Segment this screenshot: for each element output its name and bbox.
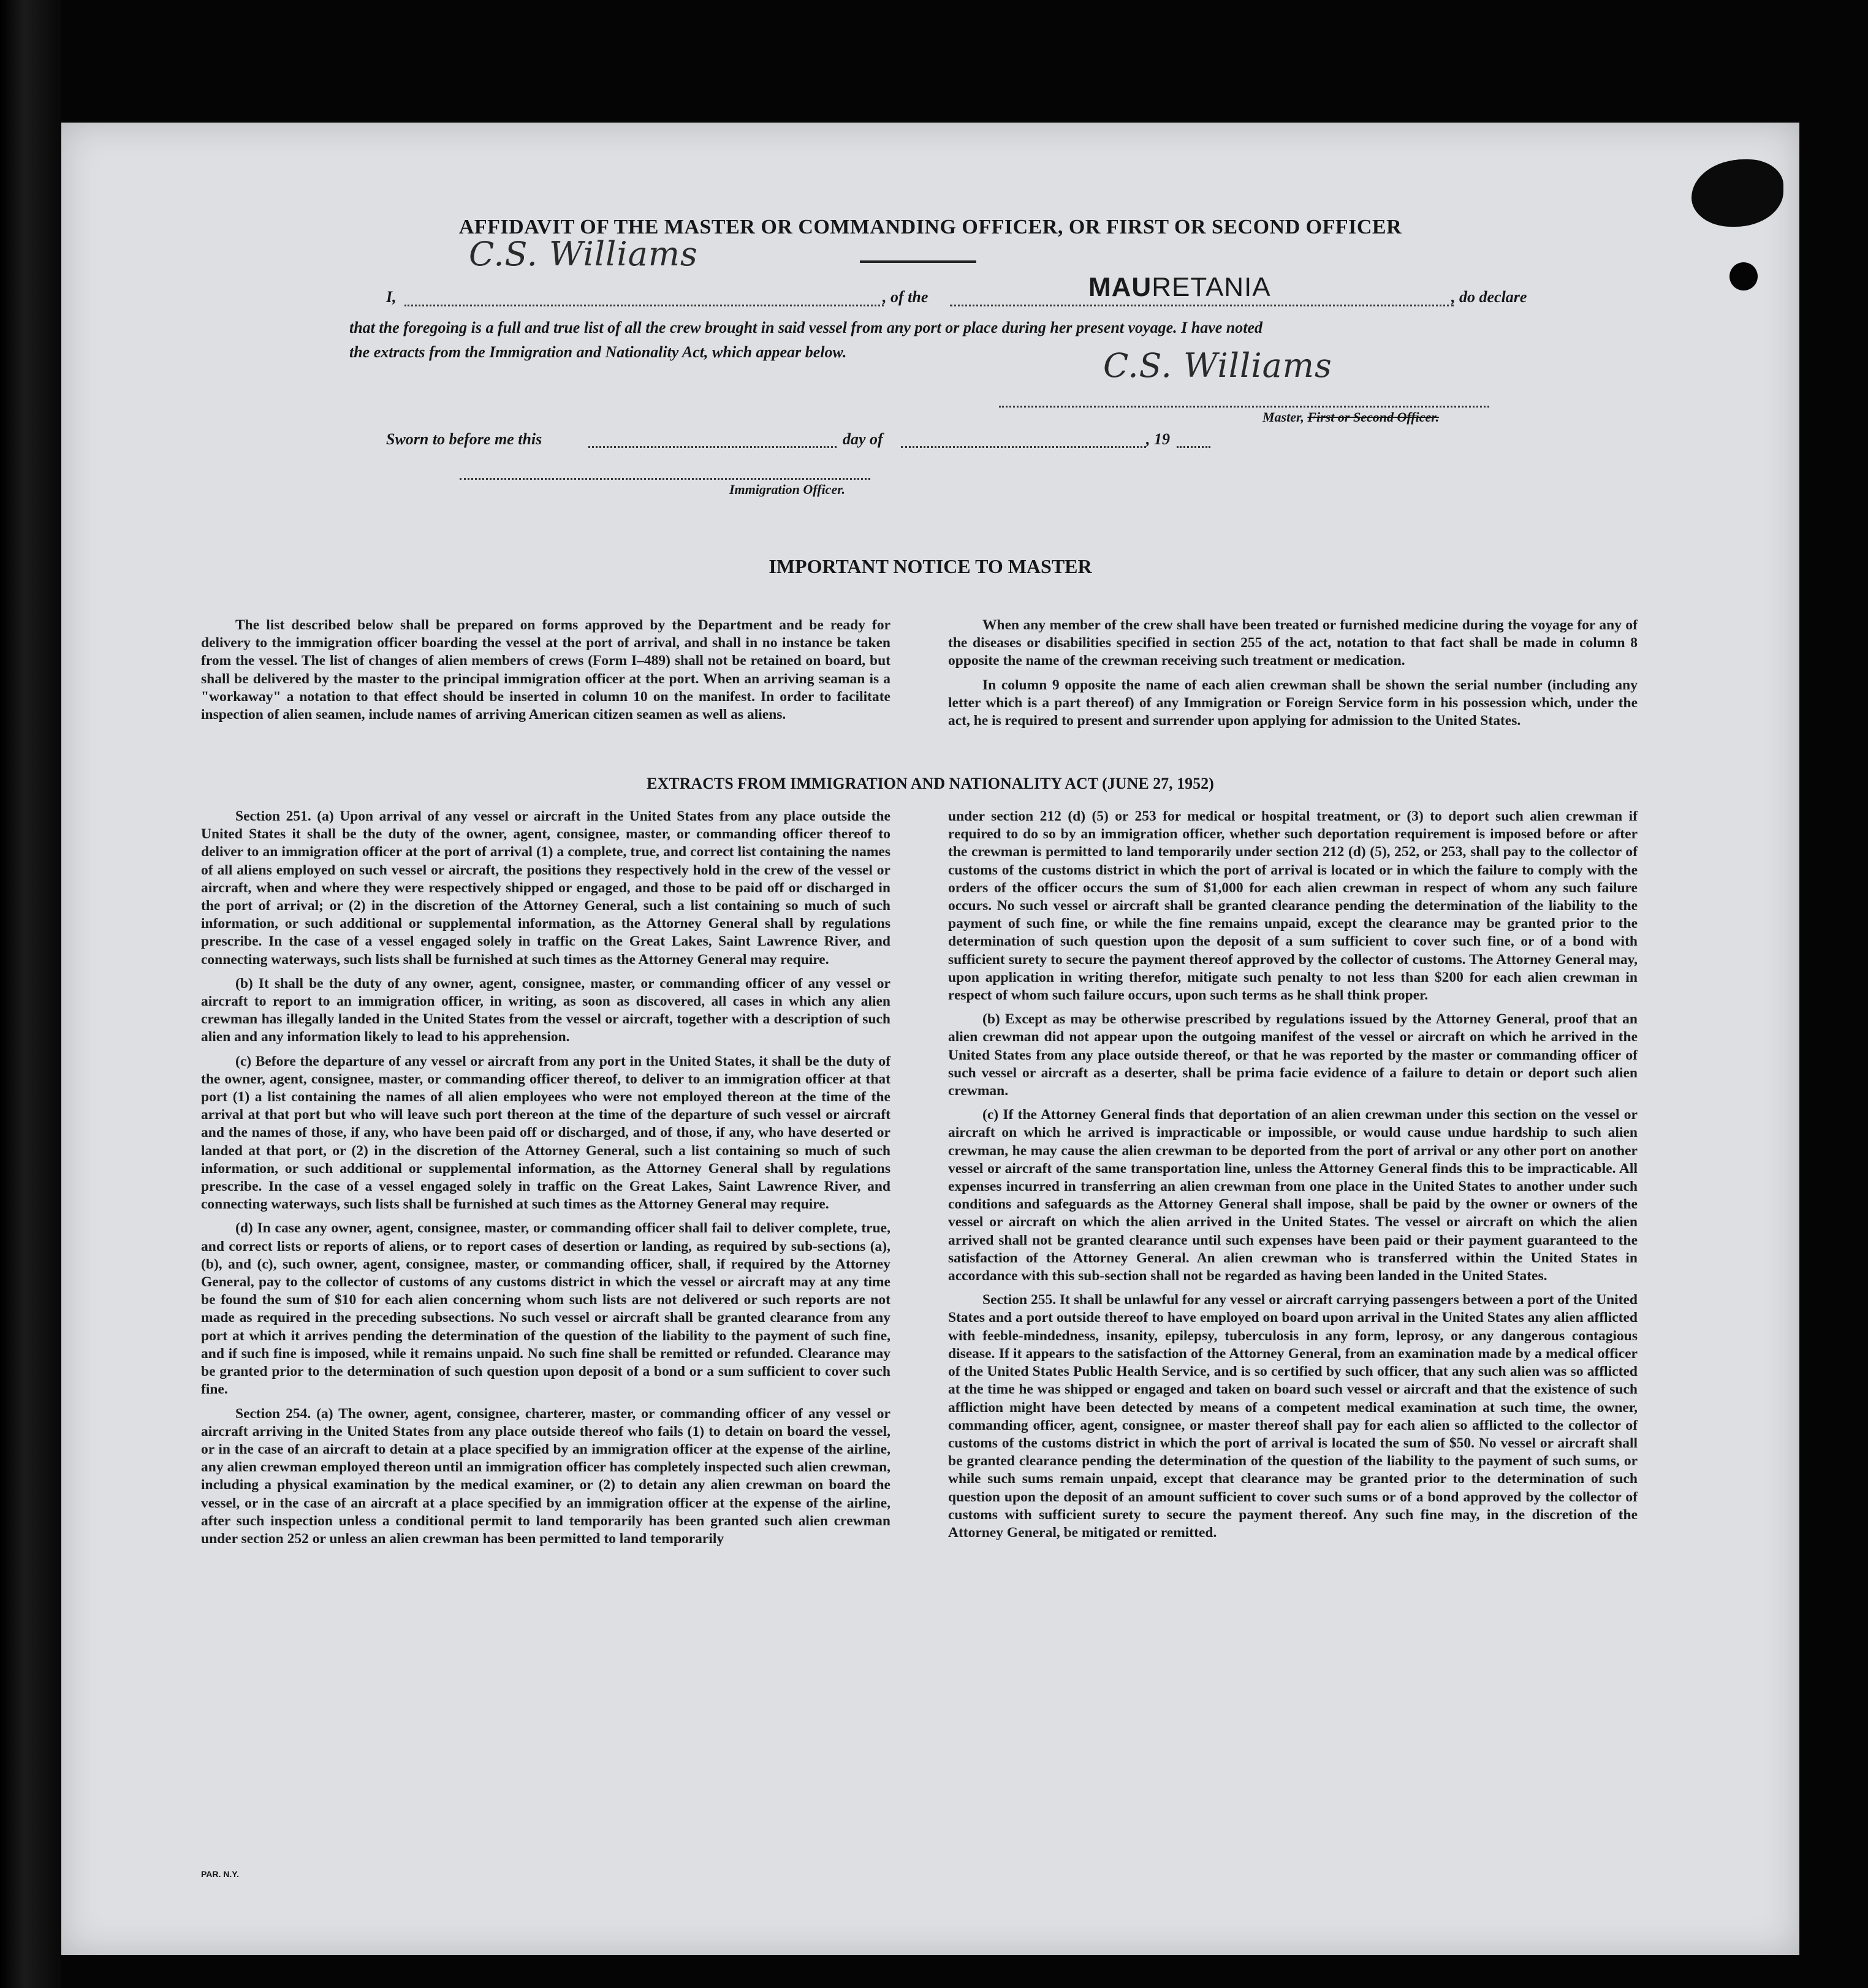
signature-caption	[1262, 409, 1439, 425]
printer-mark: PAR. N.Y.	[201, 1869, 239, 1879]
notice-right-paragraph-2: In column 9 opposite the name of each alien crewman shall be shown the serial number (including any letter which is a part thereof) of any Immigration or Foreign Service form in his possession which, under the act, he is required to present and surrender upon applying for admission to the United States.	[948, 677, 1638, 729]
section-254-a-continued: under section 212 (d) (5) or 253 for medical or hospital treatment, or (3) to deport such alien crewman if required to do so by an immigration officer, whether such deportation requirement is imposed before or after the crewman is permitted to land temporarily under section 212 (d) (5), 252, or 253, shall pay to the collector of customs of the customs district in which the port of arrival is located or in which the failure to comply with the orders of the officer occurs the sum of $1,000 for each alien crewman in respect of whom any such failure occurs. No such vessel or aircraft shall be granted clearance pending the determination of the liability to the payment of such fine, or while the fine remains unpaid, except the clearance may be granted prior to the determination of such question upon the deposit of a sum sufficient to cover such fine, or of a bond with sufficient surety to secure the payment thereof approved by the collector of customs. The Attorney General may, upon application in writing therefor, mitigate such penalty to not less than $200 for each alien crewman in respect of whom such failure occurs, upon such terms as he shall think proper.	[948, 808, 1638, 1004]
extracts-right-column	[948, 808, 1638, 1548]
caption-master: Master,	[1262, 409, 1304, 425]
caption-struck: First or Second Officer.	[1307, 409, 1440, 425]
punch-hole	[1729, 262, 1758, 290]
section-255: Section 255. It shall be unlawful for any vessel or aircraft carrying passengers between a port of the United States and a port outside thereof to have employed on board upon arrival in the United States any alien afflicted with feeble-mindedness, insanity, epilepsy, tuberculosis in any form, leprosy, or any dangerous contagious disease. If it appears to the satisfaction of the Attorney General, from an examination made by a medical officer of the United States Public Health Service, and is so certified by such officer, that any such alien was so afflicted at the time he was shipped or engaged and taken on board such vessel or aircraft and that the existence of such affliction might have been detected by means of a competent medical examination at such time, the owner, commanding officer, agent, consignee, or master thereof shall pay for each alien so afflicted to the collector of customs of the customs district in which the port of arrival is located the sum of $50. No vessel or aircraft shall be granted clearance pending the determination of the question of the liability to the payment of such sums, or while such sums remain unpaid, except that clearance may be granted prior to the determination of such question upon the deposit of an amount sufficient to cover such sums or of a bond approved by the collector of customs with sufficient surety to secure the payment thereof. Any such fine may, in the discretion of the Attorney General, be mitigated or remitted.	[948, 1292, 1638, 1541]
section-251-b: (b) It shall be the duty of any owner, agent, consignee, master, or commanding officer of any vessel or aircraft to report to an immigration officer, in writing, as soon as discovered, all cases in which any alien crewman has illegally landed in the United States from the vessel or aircraft, together with a description of such alien and any information likely to lead to his apprehension.	[201, 975, 890, 1045]
title-rule	[860, 260, 976, 263]
section-254-a: Section 254. (a) The owner, agent, consignee, charterer, master, or commanding officer of any vessel or aircraft arriving in the United States from any place outside thereof who fails (1) to detain on board the vessel, or in the case of an aircraft to detain at a place specified by an immigration officer at the expense of the airline, any alien crewman employed thereon until an immigration officer has completely inspected such alien crewman, including a physical examination by the medical examiner, or (2) to detain any alien crewman on board the vessel, or in the case of an aircraft at a place specified by an immigration officer at the expense of the airline, after such inspection unless a conditional permit to land temporarily has been granted such alien crewman under section 252 or unless an alien crewman has been permitted to land temporarily	[201, 1405, 890, 1547]
section-251-a: Section 251. (a) Upon arrival of any vessel or aircraft in the United States from any place outside the United States it shall be the duty of the owner, agent, consignee, master, or commanding officer thereof to deliver to an immigration officer at the port of arrival (1) a complete, true, and correct list containing the names of all aliens employed on such vessel or aircraft, the positions they respectively hold in the crew of the vessel or aircraft, when and where they were respectively shipped or engaged, and those to be paid off or discharged in the port of arrival; or (2) in the discretion of the Attorney General, such a list containing so much of such information, or such additional or supplemental information, as the Attorney General shall by regulations prescribe. In the case of a vessel engaged solely in traffic on the Great Lakes, Saint Lawrence River, and connecting waterways, such lists shall be furnished at such times as the Attorney General may require.	[201, 808, 890, 968]
notice-left-column	[201, 617, 890, 730]
affidavit-title: AFFIDAVIT OF THE MASTER OR COMMANDING OFFICER, OR FIRST OR SECOND OFFICER	[458, 216, 1402, 238]
officer-line	[460, 478, 870, 480]
document-page	[61, 123, 1799, 1955]
do-declare-label: , do declare	[1451, 288, 1527, 306]
sworn-month-line	[901, 446, 1146, 448]
sworn-day-line	[588, 446, 837, 448]
signature-line	[999, 406, 1489, 408]
notice-right-column	[948, 617, 1638, 736]
scan-border	[0, 0, 61, 1988]
master-signature: C.S. Williams	[1103, 346, 1332, 385]
vessel-line	[950, 305, 1454, 306]
notice-left-paragraph: The list described below shall be prepared on forms approved by the Department and be ready for delivery to the immigration officer boarding the vessel at the port of arrival, and shall in no instance be taken from the vessel. The list of changes of alien members of crews (Form I–489) shall not be retained on board, but shall be delivered by the master to the principal immigration officer at the port. When an arriving seaman is a "workaway" a notation to that effect should be inserted in column 10 on the manifest. In order to facilitate inspection of alien seamen, include names of arriving American citizen seamen as well as aliens.	[201, 617, 890, 723]
section-251-c: (c) Before the departure of any vessel or aircraft from any port in the United States, it shall be the duty of the owner, agent, consignee, master, or commanding officer thereof, to deliver to an immigration officer at that port (1) a list containing the names of all alien employees who were not employed thereon at the time of the arrival at that port but who will leave such port thereon at the time of the departure of such vessel or aircraft and the names of those, if any, who have been paid off or discharged, and of those, if any, who have deserted or landed at that port, or (2) in the discretion of the Attorney General, such a list containing so much of such information, or such additional or supplemental information, as the Attorney General shall by regulations prescribe. In the case of a vessel engaged solely in traffic on the Great Lakes, Saint Lawrence River, and connecting waterways, such lists shall be furnished at such times as the Attorney General may require.	[201, 1053, 890, 1213]
extracts-title: EXTRACTS FROM IMMIGRATION AND NATIONALITY ACT (JUNE 27, 1952)	[647, 775, 1214, 792]
sworn-label: Sworn to before me this	[386, 430, 542, 448]
notice-right-paragraph-1: When any member of the crew shall have been treated or furnished medicine during the voyage for any of the diseases or disabilities specified in section 255 of the act, notation to that fact shall be made in column 8 opposite the name of the crewman receiving such treatment or medication.	[948, 617, 1638, 669]
extracts-left-column	[201, 808, 890, 1554]
section-251-d: (d) In case any owner, agent, consignee, master, or commanding officer shall fail to deliver complete, true, and correct lists or reports of aliens, or to report cases of desertion or landing, as required by sub-sections (a), (b), and (c), such owner, agent, consignee, master, or commanding officer, shall, if required by the Attorney General, pay to the collector of customs of any customs district in which the vessel or aircraft may at any time be found the sum of $10 for each alien concerning whom such lists are not delivered or such reports are not made as required in the preceding subsections. No such vessel or aircraft shall be granted clearance from any port at which it arrives pending the determination of the question of the liability to the payment of such fine, and if such fine is imposed, while it remains unpaid. No such fine shall be remitted or refunded. Clearance may be granted prior to the determination of such question upon deposit of a bond or a sum sufficient to cover such fine.	[201, 1220, 890, 1398]
name-line	[404, 305, 884, 306]
vessel-name	[1088, 272, 1271, 303]
vessel-name-bold: MAU	[1088, 272, 1152, 302]
day-of-label: day of	[843, 430, 883, 448]
of-the-label: , of the	[883, 288, 928, 306]
section-254-c: (c) If the Attorney General finds that deportation of an alien crewman under this section on the vessel or aircraft on which he arrived is impracticable or impossible, or would cause undue hardship to such alien crewman, he may cause the alien crewman to be deported from the port of arrival or any other port on another vessel or aircraft of the same transportation line, unless the Attorney General finds this to be impracticable. All expenses incurred in transferring an alien crewman from one place in the United States to another under such conditions and safeguards as the Attorney General shall impose, shall be paid by the owner or owners of the vessel or aircraft on which the alien arrived in the United States. The vessel or aircraft on which the alien arrived shall not be granted clearance until such expenses have been paid or their payment guaranteed to the satisfaction of the Attorney General. An alien crewman who is transferred within the United States in accordance with this sub-section shall not be regarded as having been landed in the United States.	[948, 1107, 1638, 1284]
notice-title: IMPORTANT NOTICE TO MASTER	[769, 555, 1092, 577]
declaration-line-1: that the foregoing is a full and true list of all the crew brought in said vessel from any port or place during her present voyage. I have noted	[349, 319, 1263, 336]
officer-caption: Immigration Officer.	[729, 482, 846, 497]
year-line	[1177, 446, 1210, 448]
vessel-name-rest: RETANIA	[1152, 272, 1271, 302]
year-label: , 19	[1146, 430, 1170, 448]
section-254-b: (b) Except as may be otherwise prescribed by regulations issued by the Attorney General, proof that an alien crewman did not appear upon the outgoing manifest of the vessel or aircraft on which he arrived in the United States from any place outside thereof, or that he was reported by the master or commanding officer of such vessel or aircraft as a deserter, shall be prima facie evidence of a failure to detain or deport such alien crewman.	[948, 1011, 1638, 1099]
declaration-line-2: the extracts from the Immigration and Nationality Act, which appear below.	[349, 343, 847, 361]
signer-handwriting: C.S. Williams	[469, 235, 698, 273]
i-label: I,	[386, 288, 397, 306]
